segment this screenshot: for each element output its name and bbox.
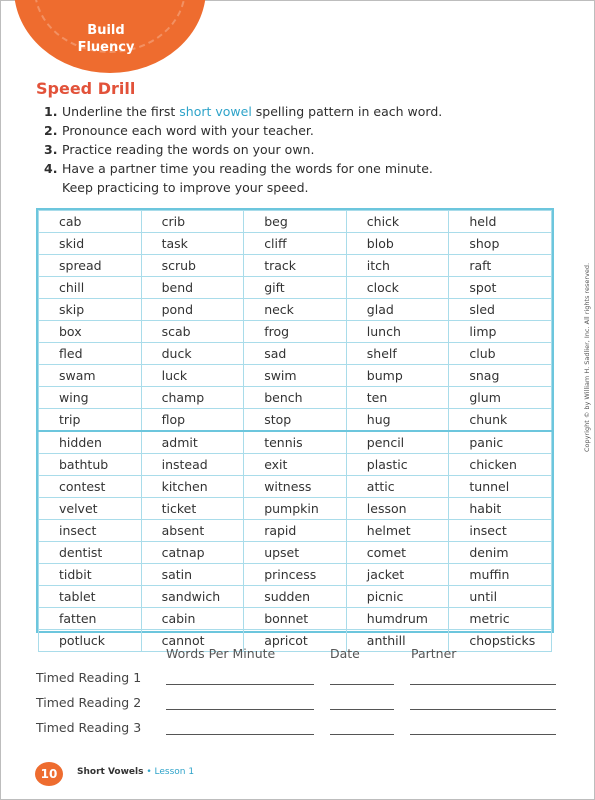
word-cell: potluck: [39, 630, 142, 652]
partner-blank[interactable]: [410, 733, 556, 735]
word-cell: fled: [39, 343, 142, 365]
word-cell: hidden: [39, 431, 142, 454]
word-cell: contest: [39, 476, 142, 498]
word-cell: trip: [39, 409, 142, 432]
footer-title: Short Vowels: [77, 767, 144, 777]
word-cell: lunch: [346, 321, 449, 343]
word-row: [39, 343, 552, 365]
word-cell: clock: [346, 277, 449, 299]
word-cell: insect: [39, 520, 142, 542]
instruction-number: 2.: [44, 123, 58, 138]
instruction-number: 4.: [44, 161, 58, 176]
word-cell: instead: [141, 454, 244, 476]
word-cell: satin: [141, 564, 244, 586]
word-row: [39, 277, 552, 299]
timed-reading-row: [36, 670, 556, 690]
word-cell: crib: [141, 211, 244, 233]
timed-reading-label: Timed Reading 3: [36, 720, 142, 735]
word-cell: chopsticks: [449, 630, 552, 652]
word-cell: sudden: [244, 586, 347, 608]
word-cell: blob: [346, 233, 449, 255]
word-row: [39, 387, 552, 409]
word-cell: bump: [346, 365, 449, 387]
word-row: [39, 431, 552, 454]
word-cell: club: [449, 343, 552, 365]
instruction-text-after: spelling pattern in each word.: [251, 104, 443, 119]
word-cell: cannot: [141, 630, 244, 652]
word-cell: skid: [39, 233, 142, 255]
word-cell: held: [449, 211, 552, 233]
word-cell: bend: [141, 277, 244, 299]
word-row: [39, 365, 552, 387]
word-cell: panic: [449, 431, 552, 454]
word-cell: tunnel: [449, 476, 552, 498]
word-cell: dentist: [39, 542, 142, 564]
word-cell: tennis: [244, 431, 347, 454]
word-row: [39, 321, 552, 343]
word-cell: kitchen: [141, 476, 244, 498]
instruction-text-before: Underline the first: [62, 104, 180, 119]
instructions-list: [44, 102, 564, 197]
word-cell: humdrum: [346, 608, 449, 630]
instruction-text: Have a partner time you reading the words for one minute.: [62, 161, 433, 176]
word-cell: jacket: [346, 564, 449, 586]
word-cell: witness: [244, 476, 347, 498]
word-cell: velvet: [39, 498, 142, 520]
instruction-item: [44, 121, 564, 140]
instruction-number: 3.: [44, 142, 58, 157]
word-cell: sandwich: [141, 586, 244, 608]
word-row: [39, 233, 552, 255]
word-cell: apricot: [244, 630, 347, 652]
word-cell: frog: [244, 321, 347, 343]
word-row: [39, 630, 552, 652]
instruction-text: Pronounce each word with your teacher.: [62, 123, 314, 138]
word-cell: itch: [346, 255, 449, 277]
word-cell: plastic: [346, 454, 449, 476]
word-cell: ten: [346, 387, 449, 409]
wpm-blank[interactable]: [166, 683, 314, 685]
date-header: Date: [330, 646, 360, 661]
word-cell: duck: [141, 343, 244, 365]
word-cell: glad: [346, 299, 449, 321]
word-cell: absent: [141, 520, 244, 542]
instruction-item: [44, 140, 564, 159]
word-cell: task: [141, 233, 244, 255]
word-cell: upset: [244, 542, 347, 564]
word-cell: spot: [449, 277, 552, 299]
wpm-header: Words Per Minute: [166, 646, 276, 661]
word-cell: habit: [449, 498, 552, 520]
word-row: [39, 454, 552, 476]
word-cell: neck: [244, 299, 347, 321]
word-cell: bench: [244, 387, 347, 409]
word-cell: fatten: [39, 608, 142, 630]
partner-blank[interactable]: [410, 708, 556, 710]
word-cell: bathtub: [39, 454, 142, 476]
word-cell: beg: [244, 211, 347, 233]
word-cell: insect: [449, 520, 552, 542]
badge-line-1: Build: [87, 23, 125, 38]
word-cell: comet: [346, 542, 449, 564]
timed-reading-row: [36, 695, 556, 715]
instruction-continuation: Keep practicing to improve your speed.: [62, 180, 309, 195]
word-cell: shop: [449, 233, 552, 255]
word-row: [39, 498, 552, 520]
partner-header: Partner: [411, 646, 457, 661]
word-cell: helmet: [346, 520, 449, 542]
word-cell: chunk: [449, 409, 552, 432]
word-cell: scab: [141, 321, 244, 343]
copyright-notice: Copyright © by William H. Sadlier, Inc. All rights reserved.: [583, 262, 591, 452]
word-cell: chill: [39, 277, 142, 299]
word-cell: limp: [449, 321, 552, 343]
word-cell: ticket: [141, 498, 244, 520]
word-grid: [36, 208, 554, 648]
word-cell: tablet: [39, 586, 142, 608]
badge-label: [36, 22, 176, 56]
instruction-number: 1.: [44, 104, 58, 119]
word-cell: pond: [141, 299, 244, 321]
word-cell: chicken: [449, 454, 552, 476]
footer-lesson: Lesson 1: [154, 767, 195, 777]
footer-bullet: •: [146, 767, 152, 777]
instruction-text: Practice reading the words on your own.: [62, 142, 315, 157]
word-cell: champ: [141, 387, 244, 409]
instruction-item: [44, 159, 564, 178]
word-cell: sad: [244, 343, 347, 365]
word-cell: raft: [449, 255, 552, 277]
word-row: [39, 211, 552, 233]
word-cell: picnic: [346, 586, 449, 608]
instruction-item: [44, 102, 564, 121]
word-cell: lesson: [346, 498, 449, 520]
timed-reading-row: [36, 720, 556, 740]
footer-label: [77, 767, 194, 777]
page-number: 10: [35, 762, 63, 786]
word-cell: cabin: [141, 608, 244, 630]
word-row: [39, 520, 552, 542]
badge-line-2: Fluency: [77, 40, 135, 55]
word-cell: wing: [39, 387, 142, 409]
word-row: [39, 476, 552, 498]
word-cell: shelf: [346, 343, 449, 365]
word-cell: sled: [449, 299, 552, 321]
word-cell: cab: [39, 211, 142, 233]
word-cell: box: [39, 321, 142, 343]
section-heading: Speed Drill: [36, 79, 136, 98]
date-blank[interactable]: [330, 733, 394, 735]
word-cell: denim: [449, 542, 552, 564]
word-cell: spread: [39, 255, 142, 277]
word-cell: flop: [141, 409, 244, 432]
timed-reading-label: Timed Reading 1: [36, 670, 142, 685]
word-cell: glum: [449, 387, 552, 409]
word-cell: attic: [346, 476, 449, 498]
word-row: [39, 409, 552, 432]
wpm-blank[interactable]: [166, 708, 314, 710]
wpm-blank[interactable]: [166, 733, 314, 735]
word-cell: cliff: [244, 233, 347, 255]
word-table: [38, 210, 552, 652]
word-cell: track: [244, 255, 347, 277]
word-cell: snag: [449, 365, 552, 387]
word-row: [39, 255, 552, 277]
word-cell: swim: [244, 365, 347, 387]
word-cell: bonnet: [244, 608, 347, 630]
word-cell: hug: [346, 409, 449, 432]
word-cell: gift: [244, 277, 347, 299]
date-blank[interactable]: [330, 708, 394, 710]
word-cell: luck: [141, 365, 244, 387]
partner-blank[interactable]: [410, 683, 556, 685]
word-cell: until: [449, 586, 552, 608]
word-cell: princess: [244, 564, 347, 586]
word-row: [39, 564, 552, 586]
instruction-text: [62, 102, 564, 121]
word-cell: admit: [141, 431, 244, 454]
date-blank[interactable]: [330, 683, 394, 685]
short-vowel-highlight: short vowel: [179, 104, 252, 119]
word-cell: metric: [449, 608, 552, 630]
word-row: [39, 299, 552, 321]
word-cell: tidbit: [39, 564, 142, 586]
word-cell: anthill: [346, 630, 449, 652]
word-cell: swam: [39, 365, 142, 387]
word-cell: rapid: [244, 520, 347, 542]
word-cell: skip: [39, 299, 142, 321]
word-cell: pencil: [346, 431, 449, 454]
word-cell: muffin: [449, 564, 552, 586]
timed-reading-label: Timed Reading 2: [36, 695, 142, 710]
word-cell: scrub: [141, 255, 244, 277]
word-cell: exit: [244, 454, 347, 476]
word-row: [39, 608, 552, 630]
word-cell: stop: [244, 409, 347, 432]
word-row: [39, 586, 552, 608]
word-row: [39, 542, 552, 564]
word-cell: chick: [346, 211, 449, 233]
word-cell: catnap: [141, 542, 244, 564]
word-cell: pumpkin: [244, 498, 347, 520]
